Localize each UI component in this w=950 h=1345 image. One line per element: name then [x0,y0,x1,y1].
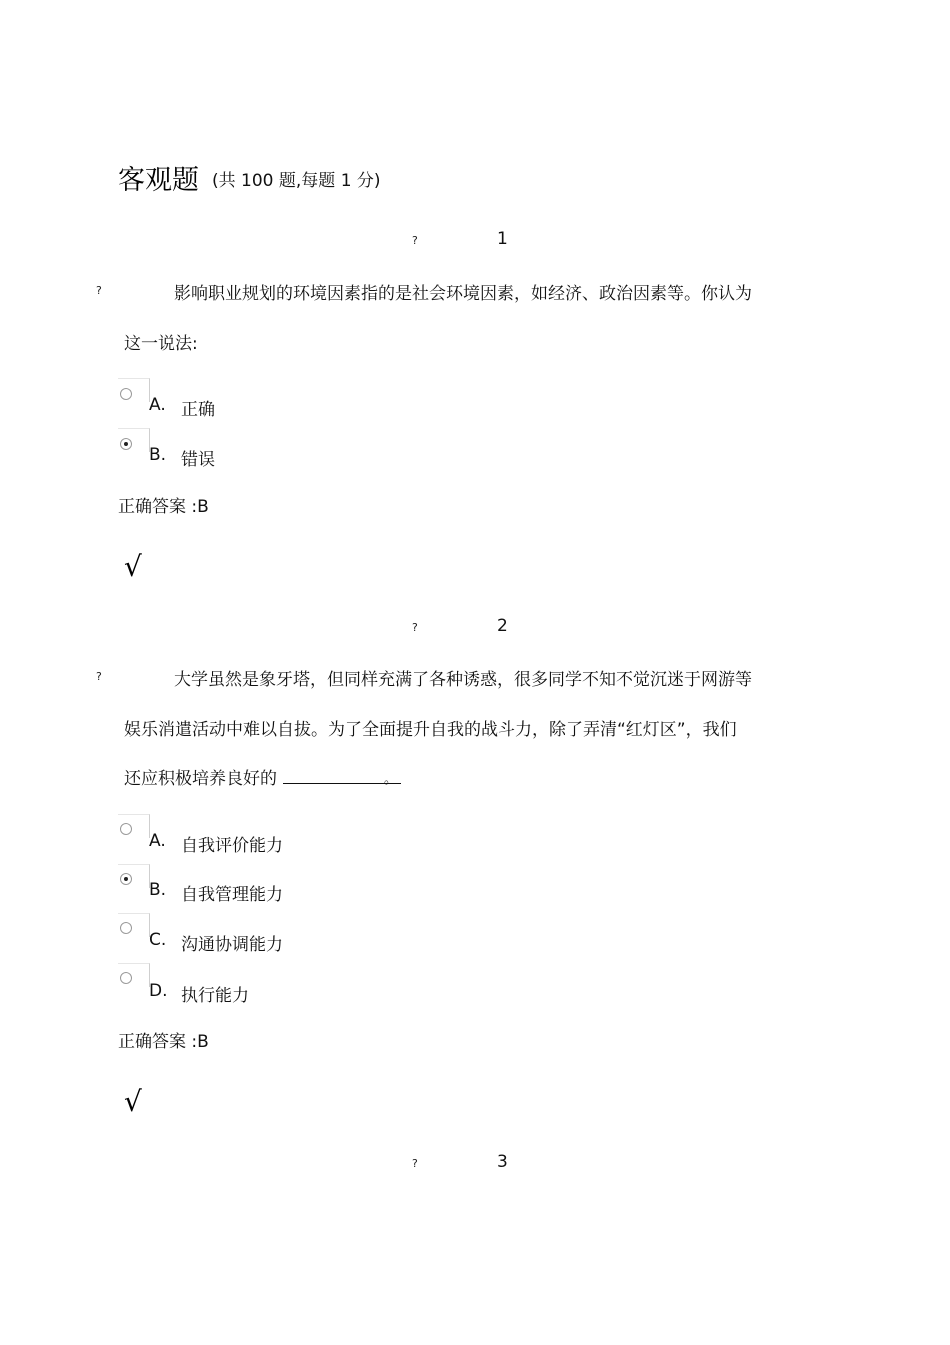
correct-answer: 正确答案 :B [118,497,209,517]
question-number-mark: ? [412,234,418,247]
question-bullet: ? [96,670,102,683]
correct-answer: 正确答案 :B [118,1032,209,1052]
question-text-line: 大学虽然是象牙塔，但同样充满了各种诱惑，很多同学不知不觉沉迷于网游等 [174,670,752,690]
question-text-fragment: 还应积极培养良好的 [124,769,277,789]
option-label: 沟通协调能力 [181,935,283,955]
question-number-mark: ? [412,1157,418,1170]
question-text-line: 这一说法: [124,334,198,354]
radio-button-selected[interactable] [120,873,132,885]
option-label: 正确 [181,400,215,420]
checkmark-icon: √ [124,550,142,583]
option-letter: C. [149,930,167,950]
question-number: 3 [497,1152,508,1172]
option-letter: A. [149,831,166,851]
question-text-line: 娱乐消遣活动中难以自拔。为了全面提升自我的战斗力，除了弄清“红灯区”，我们 [124,720,737,740]
option-letter: B. [149,445,167,465]
section-subtitle: (共 100 题,每题 1 分) [212,171,381,191]
question-number: 2 [497,616,508,636]
radio-button[interactable] [120,972,132,984]
fill-in-blank [283,767,401,787]
question-text-line [124,764,401,789]
option-letter: D. [149,981,168,1001]
option-label: 自我评价能力 [181,836,283,856]
option-letter: B. [149,880,167,900]
option-letter: A. [149,395,166,415]
option-label: 错误 [181,450,215,470]
question-text-line: 影响职业规划的环境因素指的是社会环境因素，如经济、政治因素等。你认为 [174,284,752,304]
radio-button[interactable] [120,823,132,835]
blank-end-punctuation: 。 [383,772,397,787]
radio-button[interactable] [120,388,132,400]
question-number-mark: ? [412,621,418,634]
option-label: 执行能力 [181,986,249,1006]
option-label: 自我管理能力 [181,885,283,905]
question-bullet: ? [96,284,102,297]
radio-button[interactable] [120,922,132,934]
question-number: 1 [497,229,508,249]
checkmark-icon: √ [124,1085,142,1118]
section-title: 客观题 [118,165,199,196]
radio-button-selected[interactable] [120,438,132,450]
